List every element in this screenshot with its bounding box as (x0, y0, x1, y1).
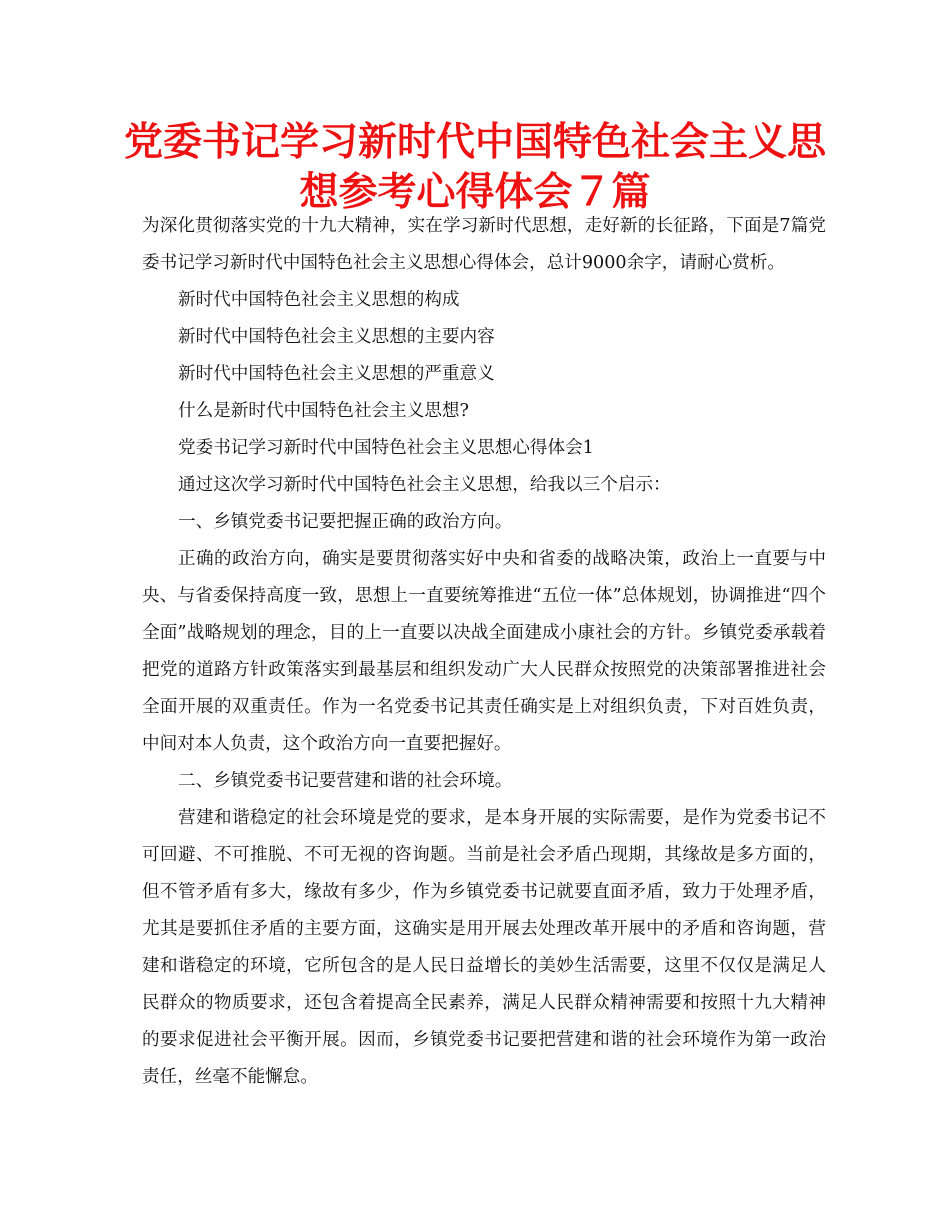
paragraph: 新时代中国特色社会主义思想的主要内容 (178, 327, 495, 347)
paragraph: 通过这次学习新时代中国特色社会主义思想，给我以三个启示： (178, 475, 671, 495)
paragraph: 营建和谐稳定的社会环境是党的要求，是本身开展的实际需要，是作为党委书记不可回避、不可推脱、不可无视的咨询题。当前是社会矛盾凸现期，其缘故是多方面的，但不管矛盾有多大，缘故有多少，作为乡镇党委书记就要直面矛盾，致力于处理矛盾，尤其是要抓住矛盾的主要方面，这确实是用开展去处理改革开展中的矛盾和咨询题，营建和谐稳定的环境，它所包含的是人民日益增长的美妙生活需要，这里不仅仅是满足人民群众的物质要求，还包含着提高全民素养，满足人民群众精神需要和按照十九大精神的要求促进社会平衡开展。因而，乡镇党委书记要把营建和谐的社会环境作为第一政治责任，丝毫不能懈怠。 (142, 808, 826, 1087)
paragraph: 新时代中国特色社会主义思想的构成 (178, 290, 460, 310)
paragraph: 新时代中国特色社会主义思想的严重意义 (178, 364, 495, 384)
paragraph: 为深化贯彻落实党的十九大精神，实在学习新时代思想，走好新的长征路，下面是7篇党委书记学习新时代中国特色社会主义思想心得体会，总计9000余字，请耐心赏析。 (142, 216, 826, 273)
paragraph: 什么是新时代中国特色社会主义思想? (178, 401, 469, 421)
paragraph: 党委书记学习新时代中国特色社会主义思想心得体会1 (178, 438, 594, 458)
paragraph: 一、乡镇党委书记要把握正确的政治方向。 (178, 512, 513, 532)
document-title: 党委书记学习新时代中国特色社会主义思想参考心得体会７篇 (123, 120, 826, 215)
document-body (142, 208, 826, 1096)
paragraph: 二、乡镇党委书记要营建和谐的社会环境。 (178, 771, 513, 791)
paragraph: 正确的政治方向，确实是要贯彻落实好中央和省委的战略决策，政治上一直要与中央、与省委保持高度一致，思想上一直要统筹推进“五位一体”总体规划，协调推进“四个全面”战略规划的理念，目的上一直要以决战全面建成小康社会的方针。乡镇党委承载着把党的道路方针政策落实到最基层和组织发动广大人民群众按照党的决策部署推进社会全面开展的双重责任。作为一名党委书记其责任确实是上对组织负责，下对百姓负责，中间对本人负责，这个政治方向一直要把握好。 (142, 549, 826, 754)
